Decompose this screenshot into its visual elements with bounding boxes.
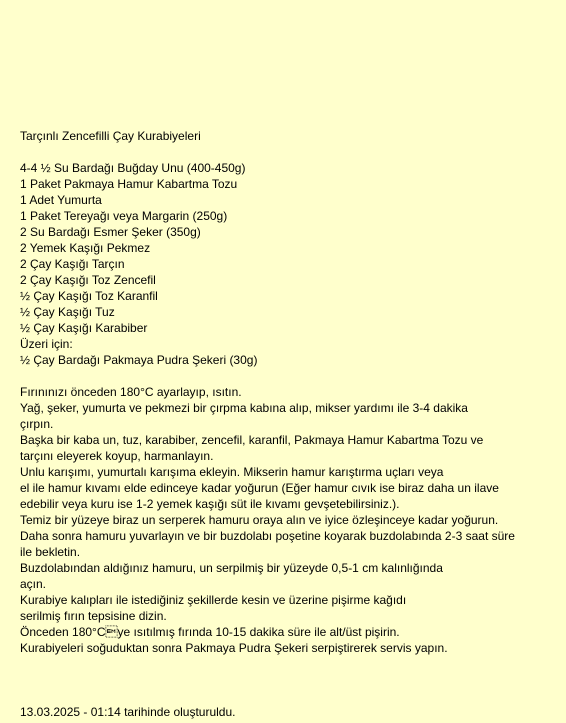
topping-heading: Üzeri için: — [20, 337, 73, 351]
ingredient-item: ½ Çay Kaşığı Karabiber — [20, 321, 148, 335]
instruction-line: Buzdolabından aldığınız hamuru, un serpilmiş bir yüzeyde 0,5-1 cm kalınlığında — [20, 561, 443, 575]
ingredient-item: 2 Çay Kaşığı Toz Zencefil — [20, 273, 156, 287]
ingredient-item: ½ Çay Bardağı Pakmaya Pudra Şekeri (30g) — [20, 353, 258, 367]
instruction-line: Kurabiyeleri soğuduktan sonra Pakmaya Pudra Şekeri serpiştirerek servis yapın. — [20, 641, 448, 655]
recipe-content — [20, 128, 540, 656]
instruction-line: Daha sonra hamuru yuvarlayın ve bir buzdolabı poşetine koyarak buzdolabında 2-3 saat süre — [20, 529, 515, 543]
instruction-line: Fırınınızı önceden 180°C ayarlayıp, ısıtın. — [20, 385, 242, 399]
instruction-line: Önceden 180°Cye ısıtılmış fırında 10-15 dakika süre ile alt/üst pişirin. — [20, 625, 400, 639]
ingredient-list — [20, 160, 540, 368]
ingredient-item: 1 Paket Pakmaya Hamur Kabartma Tozu — [20, 177, 238, 191]
instruction-line: Yağ, şeker, yumurta ve pekmezi bir çırpma kabına alıp, mikser yardımı ile 3-4 dakika — [20, 401, 468, 415]
ingredient-item: 4-4 ½ Su Bardağı Buğday Unu (400-450g) — [20, 161, 246, 175]
recipe-title: Tarçınlı Zencefilli Çay Kurabiyeleri — [20, 129, 201, 143]
instruction-line: Başka bir kaba un, tuz, karabiber, zencefil, karanfil, Pakmaya Hamur Kabartma Tozu ve — [20, 433, 484, 447]
ingredient-item: 2 Çay Kaşığı Tarçın — [20, 257, 125, 271]
instruction-line: ile bekletin. — [20, 545, 81, 559]
instruction-line: çırpın. — [20, 417, 54, 431]
instruction-line: tarçını eleyerek koyup, harmanlayın. — [20, 449, 214, 463]
instruction-line: Temiz bir yüzeye biraz un serperek hamuru oraya alın ve iyice özleşinceye kadar yoğurun. — [20, 513, 499, 527]
instruction-list — [20, 384, 540, 656]
ingredient-item: 1 Paket Tereyağı veya Margarin (250g) — [20, 209, 228, 223]
ingredient-item: ½ Çay Kaşığı Toz Karanfil — [20, 289, 158, 303]
instruction-line: serilmiş fırın tepsisine dizin. — [20, 609, 167, 623]
ingredient-item: 2 Su Bardağı Esmer Şeker (350g) — [20, 225, 201, 239]
instruction-line: el ile hamur kıvamı elde edinceye kadar yoğurun (Eğer hamur cıvık ise biraz daha un ilave — [20, 481, 499, 495]
instruction-line: açın. — [20, 577, 47, 591]
instruction-line: Kurabiye kalıpları ile istediğiniz şekillerde kesin ve üzerine pişirme kağıdı — [20, 593, 407, 607]
created-timestamp: 13.03.2025 - 01:14 tarihinde oluşturuldu. — [20, 705, 236, 719]
instruction-line: Unlu karışımı, yumurtalı karışıma ekleyin. Mikserin hamur karıştırma uçları veya — [20, 465, 444, 479]
ingredient-item: ½ Çay Kaşığı Tuz — [20, 305, 115, 319]
ingredient-item: 2 Yemek Kaşığı Pekmez — [20, 241, 151, 255]
ingredient-item: 1 Adet Yumurta — [20, 193, 102, 207]
instruction-line: edebilir veya kuru ise 1-2 yemek kaşığı süt ile kıvamı gevşetebilirsiniz.). — [20, 497, 400, 511]
